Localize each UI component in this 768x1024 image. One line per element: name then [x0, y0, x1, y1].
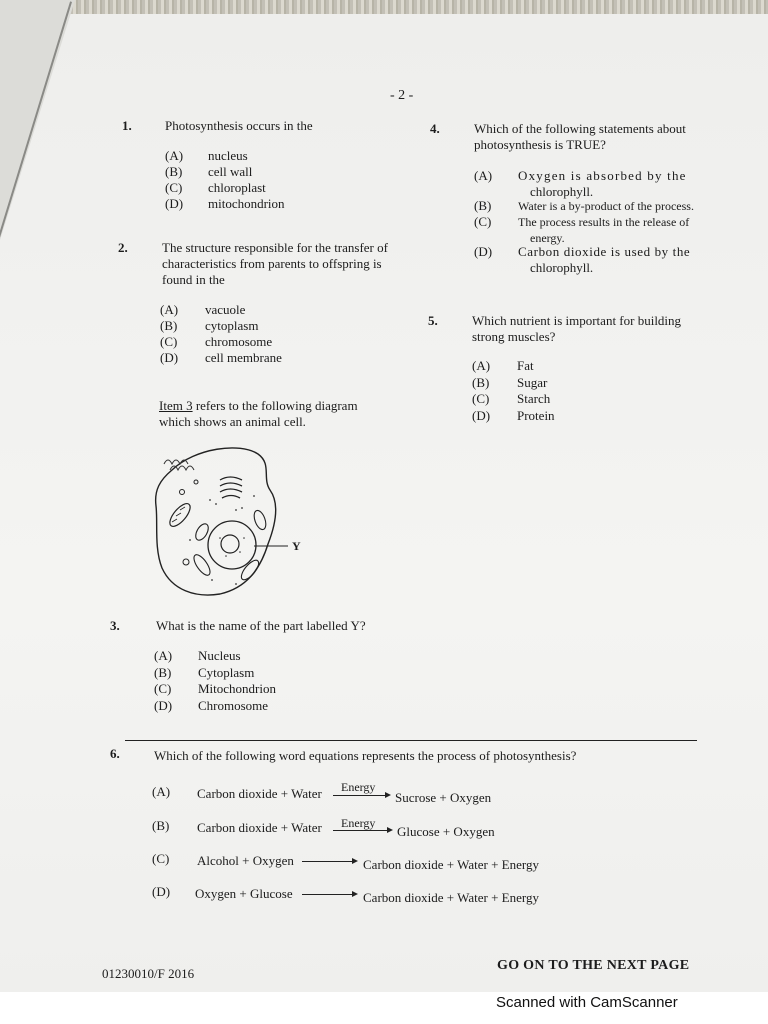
q6-equation-left: Carbon dioxide + Water	[197, 786, 322, 801]
q3-option-a: Nucleus	[198, 648, 241, 663]
animal-cell-diagram	[150, 440, 320, 600]
q6-option-letter: (B)	[152, 818, 170, 833]
q3-stem: What is the name of the part labelled Y?	[156, 618, 366, 633]
q5-stem-line: Which nutrient is important for building	[472, 313, 682, 328]
q6-option-c	[152, 851, 572, 871]
paper-code: 01230010/F 2016	[102, 966, 195, 981]
q4-stem	[474, 121, 724, 153]
q2-stem-line: The structure responsible for the transfer of	[162, 240, 388, 255]
q6-number: 6.	[110, 746, 120, 761]
q5-number: 5.	[428, 313, 438, 328]
q4-option-c-line: The process results in the release of	[518, 215, 690, 229]
q4-option-d-line: chlorophyll.	[530, 260, 594, 275]
reaction-arrow	[302, 861, 356, 862]
q6-option-a	[152, 780, 572, 805]
q6-equation-right: Carbon dioxide + Water + Energy	[363, 857, 539, 872]
q4-option-a-line: chlorophyll.	[530, 184, 594, 199]
q5-option-letter: (D)	[472, 407, 491, 423]
q2-stem	[162, 240, 412, 288]
q1-option-c: chloroplast	[208, 180, 266, 195]
q4-option-letter: (D)	[474, 244, 493, 259]
q4-option-b: Water is a by-product of the process.	[518, 199, 694, 213]
page-fold-corner	[0, 0, 75, 240]
q5-stem-line: strong muscles?	[472, 329, 556, 344]
vesicle	[180, 490, 185, 495]
item3-reference: Item 3	[159, 398, 193, 413]
scanner-watermark: Scanned with CamScanner	[496, 994, 678, 1011]
q6-option-letter: (D)	[152, 884, 171, 899]
q6-equation-right: Carbon dioxide + Water + Energy	[363, 890, 539, 905]
q2-option-a: vacuole	[205, 302, 246, 317]
q5-options	[472, 358, 672, 424]
q2-option-d: cell membrane	[205, 350, 282, 365]
q5-option-d: Protein	[517, 407, 555, 423]
reaction-arrow	[333, 830, 391, 831]
q6-option-letter: (A)	[152, 784, 171, 799]
go-on-next-page: GO ON TO THE NEXT PAGE	[497, 958, 690, 973]
q1-option-letter: (B)	[165, 164, 183, 179]
section-divider	[125, 740, 697, 741]
item3-intro-line2: which shows an animal cell.	[159, 414, 306, 429]
q3-number: 3.	[110, 618, 120, 633]
golgi-body	[220, 477, 242, 498]
reaction-arrow	[302, 894, 356, 895]
vesicle	[183, 559, 189, 565]
q2-options	[160, 302, 360, 366]
q5-option-c: Starch	[517, 391, 551, 406]
mitochondrion	[166, 500, 193, 529]
q3-option-c: Mitochondrion	[198, 681, 276, 696]
q4-option-letter: (A)	[474, 168, 493, 183]
q4-number: 4.	[430, 121, 440, 136]
q5-option-letter: (A)	[472, 358, 491, 373]
q6-arrow-label: Energy	[341, 816, 376, 830]
q5-option-letter: (C)	[472, 391, 490, 406]
item3-intro-text: refers to the following diagram	[192, 398, 358, 413]
nucleus-envelope	[208, 521, 256, 569]
q1-number: 1.	[122, 118, 132, 133]
page-top-edge	[70, 0, 768, 14]
q5-option-a: Fat	[517, 358, 534, 373]
q5-option-letter: (B)	[472, 374, 490, 390]
q4-option-d-line: Carbon dioxide is used by the	[518, 244, 691, 259]
reaction-arrow	[333, 795, 389, 796]
q6-arrow-label: Energy	[341, 780, 376, 794]
q6-equation-right: Sucrose + Oxygen	[395, 790, 492, 805]
q4-stem-line: photosynthesis is TRUE?	[474, 137, 606, 152]
q2-option-letter: (D)	[160, 350, 179, 365]
q6-stem: Which of the following word equations represents the process of photosynthesis?	[154, 748, 577, 763]
q2-stem-line: characteristics from parents to offspring is	[162, 256, 382, 271]
q6-equation-left: Alcohol + Oxygen	[197, 853, 294, 868]
q6-equation-left: Carbon dioxide + Water	[197, 820, 322, 835]
q4-option-c-line: energy.	[530, 231, 565, 245]
q2-number: 2.	[118, 240, 128, 255]
q3-option-letter: (A)	[154, 648, 173, 663]
q4-option-a-line: Oxygen is absorbed by the	[518, 168, 687, 183]
q6-equation-left: Oxygen + Glucose	[195, 886, 293, 901]
q3-option-letter: (C)	[154, 681, 172, 696]
q1-option-letter: (D)	[165, 196, 184, 211]
q1-option-b: cell wall	[208, 164, 253, 179]
item3-intro	[159, 398, 419, 430]
q6-option-letter: (C)	[152, 851, 170, 866]
q4-options	[474, 168, 724, 274]
q6-option-b	[152, 818, 572, 838]
label-y: Y	[292, 539, 301, 553]
mitochondrion	[252, 509, 268, 531]
vesicle	[194, 480, 198, 484]
q6-equation-right: Glucose + Oxygen	[397, 824, 495, 839]
mitochondrion	[191, 552, 213, 577]
q1-option-a: nucleus	[208, 148, 248, 163]
q3-option-letter: (B)	[154, 664, 172, 680]
q4-option-letter: (B)	[474, 198, 492, 213]
nucleolus	[221, 535, 239, 553]
q3-option-letter: (D)	[154, 697, 173, 713]
q2-option-letter: (C)	[160, 334, 178, 349]
q2-option-letter: (B)	[160, 318, 178, 333]
q2-option-letter: (A)	[160, 302, 179, 317]
q3-options	[154, 648, 354, 714]
page-number: - 2 -	[390, 88, 414, 103]
q6-option-d	[152, 884, 572, 904]
q4-option-a	[518, 168, 718, 200]
q1-option-letter: (C)	[165, 180, 183, 195]
q4-option-letter: (C)	[474, 214, 492, 229]
q1-option-letter: (A)	[165, 148, 184, 163]
q4-stem-line: Which of the following statements about	[474, 121, 686, 136]
q3-option-d: Chromosome	[198, 697, 269, 713]
q1-option-d: mitochondrion	[208, 196, 285, 211]
q1-options	[165, 148, 365, 212]
q4-option-c	[518, 214, 728, 246]
q2-stem-line: found in the	[162, 272, 225, 287]
q2-option-b: cytoplasm	[205, 318, 259, 333]
q1-stem: Photosynthesis occurs in the	[165, 118, 313, 133]
q5-option-b: Sugar	[517, 374, 548, 390]
q5-stem	[472, 313, 722, 345]
q3-option-b: Cytoplasm	[198, 664, 255, 680]
q2-option-c: chromosome	[205, 334, 273, 349]
q4-option-d	[518, 244, 718, 276]
